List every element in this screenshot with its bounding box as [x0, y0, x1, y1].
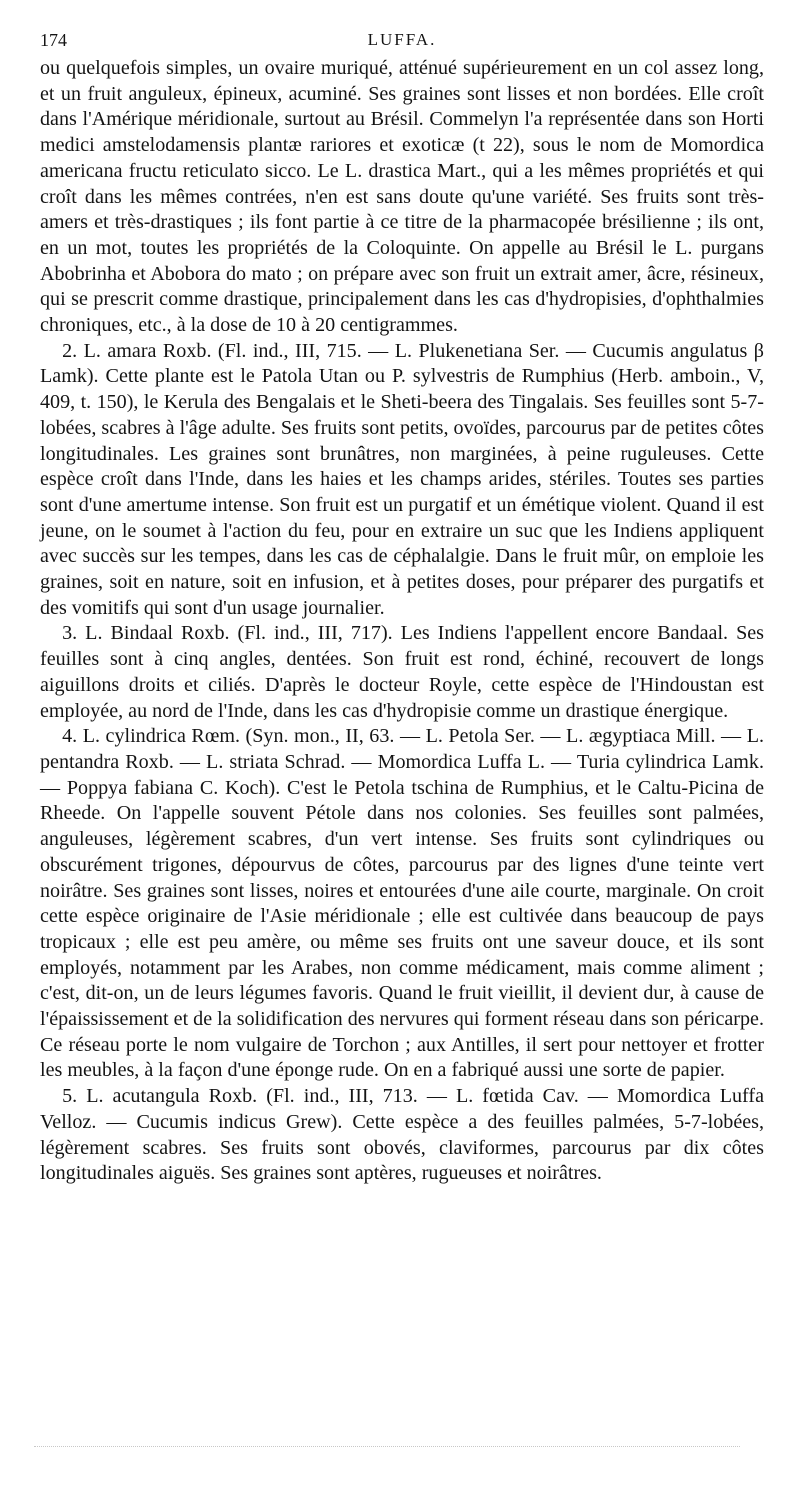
bottom-divider [34, 1446, 740, 1447]
page-number: 174 [40, 30, 67, 50]
paragraph-species-3: 3. L. Bindaal Roxb. (Fl. ind., III, 717). Les Indiens l'appellent encore Bandaal. Ses feuilles sont à cinq angles, dentées. Son fruit est rond, échiné, recouvert de longs aiguillons droits et ciliés. D'après le docteur Royle, cette espèce de l'Hindoustan est employée, au nord de l'Inde, dans les cas d'hydropisie comme un drastique énergique. [40, 622, 764, 722]
paragraph-species-4: 4. L. cylindrica Rœm. (Syn. mon., II, 63. — L. Petola Ser. — L. ægyptiaca Mill. — L. pentandra Roxb. — L. striata Schrad. — Momordica Luffa L. — Turia cylindrica Lamk. — Poppya fabiana C. Koch). C'est le Petola tschina de Rumphius, et le Caltu-Picina de Rheede. On l'appelle souvent Pétole dans nos colonies. Ses feuilles sont palmées, anguleuses, légèrement scabres, d'un vert intense. Ses fruits sont cylindriques ou obscurément trigones, dépourvus de côtes, parcourus par des lignes d'une teinte vert noirâtre. Ses graines sont lisses, noires et entourées d'une aile courte, marginale. On croit cette espèce originaire de l'Asie méridionale ; elle est cultivée dans beaucoup de pays tropicaux ; elle est peu amère, ou même ses fruits ont une saveur douce, et ils sont employés, notamment par les Arabes, non comme médicament, mais comme aliment ; c'est, dit-on, un de leurs légumes favoris. Quand le fruit vieillit, il devient dur, à cause de l'épaississement et de la solidification des nervures qui forment réseau dans son péricarpe. Ce réseau porte le nom vulgaire de Torchon ; aux Antilles, il sert pour nettoyer et frotter les meubles, à la façon d'une éponge rude. On en a fabriqué aussi une sorte de papier. [40, 725, 764, 1082]
paragraph-species-2: 2. L. amara Roxb. (Fl. ind., III, 715. — L. Plukenetiana Ser. — Cucumis angulatus β Lamk). Cette plante est le Patola Utan ou P. sylvestris de Rumphius (Herb. amboin., V, 409, t. 150), le Kerula des Bengalais et le Sheti-beera des Tingalais. Ses feuilles sont 5-7-lobées, scabres à l'âge adulte. Ses fruits sont petits, ovoïdes, parcourus par de petites côtes longitudinales. Les graines sont brunâtres, non marginées, à peine ruguleuses. Cette espèce croît dans l'Inde, dans les haies et les champs arides, stériles. Toutes ses parties sont d'une amertume intense. Son fruit est un purgatif et un émétique violent. Quand il est jeune, on le soumet à l'action du feu, pour en extraire un suc que les Indiens appliquent avec succès sur les tempes, dans les cas de céphalalgie. Dans le fruit mûr, on emploie les graines, soit en nature, soit en infusion, et à petites doses, pour préparer des purgatifs et des vomitifs qui sont d'un usage journalier. [40, 339, 764, 619]
running-title: LUFFA. [367, 30, 437, 49]
page-header [40, 28, 764, 56]
paragraph-species-5: 5. L. acutangula Roxb. (Fl. ind., III, 713. — L. fœtida Cav. — Momordica Luffa Velloz. — Cucumis indicus Grew). Cette espèce a des feuilles palmées, 5-7-lobées, légèrement scabres. Ses fruits sont obovés, claviformes, parcourus par dix côtes longitudinales aiguës. Ses graines sont aptères, rugueuses et noirâtres. [40, 1085, 764, 1185]
paragraph-continued: ou quelquefois simples, un ovaire muriqué, atténué supérieurement en un col assez long, et un fruit anguleux, épineux, acuminé. Ses graines sont lisses et non bordées. Elle croît dans l'Amérique méridionale, surtout au Brésil. Commelyn l'a représentée dans son Horti medici amstelodamensis plantæ rariores et exoticæ (t 22), sous le nom de Momordica americana fructu reticulato sicco. Le L. drastica Mart., qui a les mêmes propriétés et qui croît dans les mêmes contrées, n'en est sans doute qu'une variété. Ses fruits sont très-amers et très-drastiques ; ils font partie à ce titre de la pharmacopée brésilienne ; ils ont, en un mot, toutes les propriétés de la Coloquinte. On appelle au Brésil le L. purgans Abobrinha et Abobora do mato ; on prépare avec son fruit un extrait amer, âcre, résineux, qui se prescrit comme drastique, principalement dans les cas d'hydropisies, d'ophthalmies chroniques, etc., à la dose de 10 à 20 centigrammes. [40, 57, 764, 337]
body-text [40, 56, 764, 1187]
